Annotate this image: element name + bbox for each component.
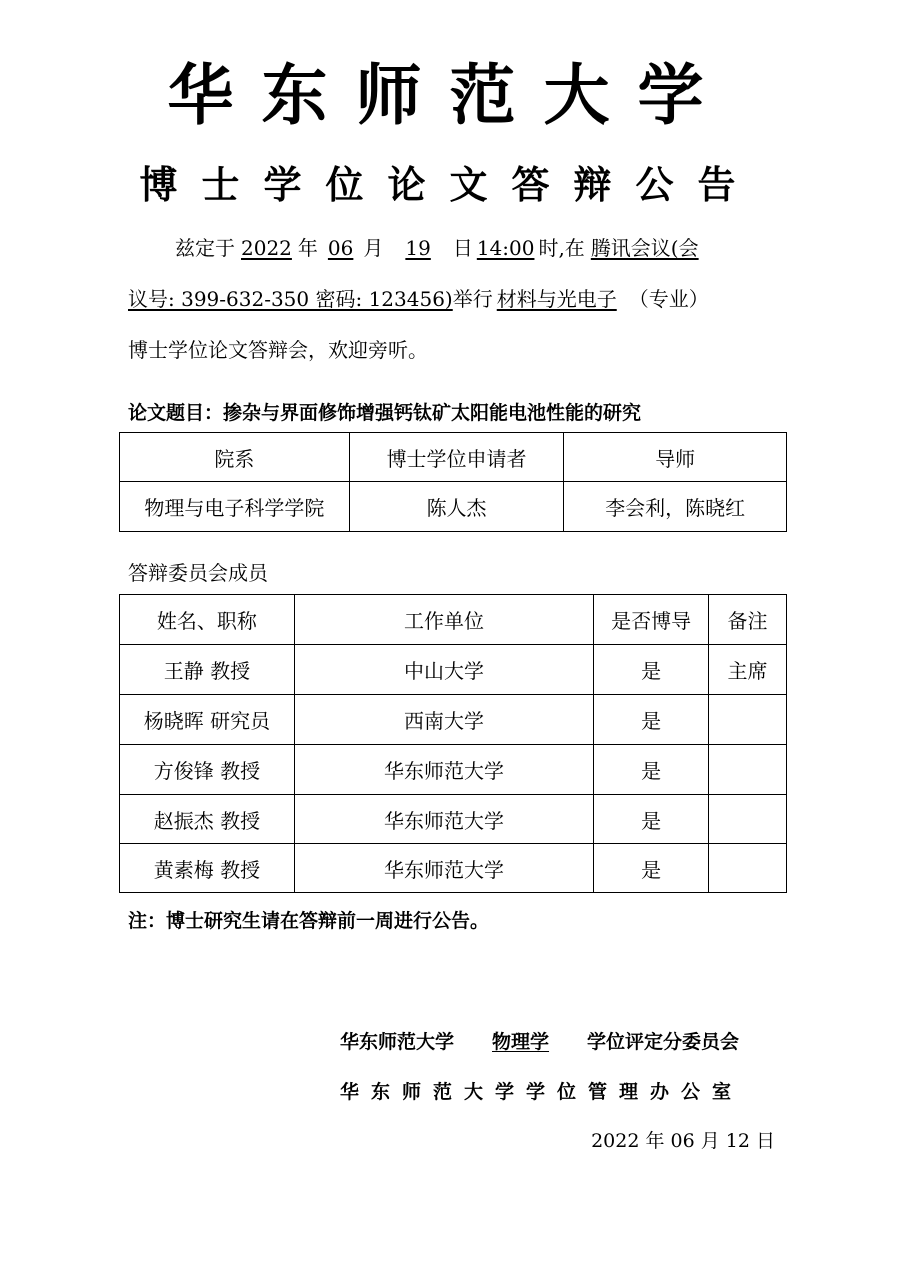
member-name: 王静 教授 [120, 645, 295, 695]
table-row [120, 795, 787, 844]
signature-committee: 学位评定分委员会 [587, 1031, 740, 1053]
thesis-title-text: 掺杂与界面修饰增强钙钛矿太阳能电池性能的研究 [223, 402, 642, 424]
committee-header-workplace: 工作单位 [294, 595, 593, 645]
signature-department: 物理学 [492, 1031, 550, 1053]
member-remark [709, 844, 787, 893]
committee-table [119, 594, 787, 893]
defense-year: 2022 [241, 236, 292, 260]
major-name: 材料与光电子 [496, 287, 617, 311]
member-workplace: 西南大学 [294, 695, 593, 745]
member-is-supervisor: 是 [594, 745, 709, 795]
committee-header-row [120, 595, 787, 645]
member-remark [709, 695, 787, 745]
university-name: 华东师范大学 [167, 56, 732, 134]
year-unit: 年 [297, 236, 318, 260]
day-unit: 日 [452, 236, 473, 260]
info-header-applicant: 博士学位申请者 [349, 433, 564, 482]
member-workplace: 中山大学 [294, 645, 593, 695]
issue-date: 2022 年 06 月 12 日 [591, 1130, 775, 1152]
member-remark [709, 745, 787, 795]
thesis-label: 论文题目： [128, 402, 224, 424]
member-workplace: 华东师范大学 [294, 745, 593, 795]
member-is-supervisor: 是 [594, 695, 709, 745]
announcement-line-2 [128, 289, 780, 309]
table-row [120, 745, 787, 795]
announcement-line-3: 博士学位论文答辩会，欢迎旁听。 [128, 338, 428, 362]
month-unit: 月 [363, 236, 384, 260]
applicant-cell: 陈人杰 [349, 482, 564, 532]
office-signature: 华东师范大学学位管理办公室 [340, 1081, 744, 1103]
intro-prefix: 兹定于 [175, 236, 235, 260]
member-is-supervisor: 是 [594, 645, 709, 695]
notice-title: 博士学位论文答辩公告 [139, 162, 760, 207]
table-row [120, 645, 787, 695]
committee-signature [340, 1027, 739, 1054]
committee-heading: 答辩委员会成员 [128, 561, 268, 585]
signature-university: 华东师范大学 [340, 1031, 455, 1053]
info-header-department: 院系 [120, 433, 350, 482]
venue-end: 议号: 399-632-350 密码: 123456) [128, 287, 453, 311]
info-header-row [120, 433, 787, 482]
time-suffix: 时,在 [538, 236, 585, 260]
member-workplace: 华东师范大学 [294, 844, 593, 893]
member-name: 方俊锋 教授 [120, 745, 295, 795]
member-is-supervisor: 是 [594, 844, 709, 893]
defense-day: 19 [405, 236, 431, 260]
committee-header-name: 姓名、职称 [120, 595, 295, 645]
defense-month: 06 [327, 236, 354, 260]
table-row [120, 844, 787, 893]
member-name: 杨晓晖 研究员 [120, 695, 295, 745]
major-suffix: （专业） [628, 287, 709, 311]
member-remark [709, 795, 787, 844]
defense-time: 14:00 [476, 236, 535, 260]
member-name: 黄素梅 教授 [120, 844, 295, 893]
venue-start: 腾讯会议(会 [590, 236, 699, 260]
announcement-line-1 [128, 238, 780, 258]
footnote: 注：博士研究生请在答辩前一周进行公告。 [128, 910, 490, 932]
table-row [120, 695, 787, 745]
department-cell: 物理与电子科学学院 [120, 482, 350, 532]
advisor-cell: 李会利，陈晓红 [564, 482, 787, 532]
info-header-advisor: 导师 [564, 433, 787, 482]
member-name: 赵振杰 教授 [120, 795, 295, 844]
member-remark: 主席 [709, 645, 787, 695]
member-is-supervisor: 是 [594, 795, 709, 844]
thesis-title [128, 398, 641, 425]
committee-header-supervisor: 是否博导 [594, 595, 709, 645]
info-data-row [120, 482, 787, 532]
committee-header-remark: 备注 [709, 595, 787, 645]
action-text: 举行 [452, 287, 493, 311]
applicant-info-table [119, 432, 787, 532]
member-workplace: 华东师范大学 [294, 795, 593, 844]
